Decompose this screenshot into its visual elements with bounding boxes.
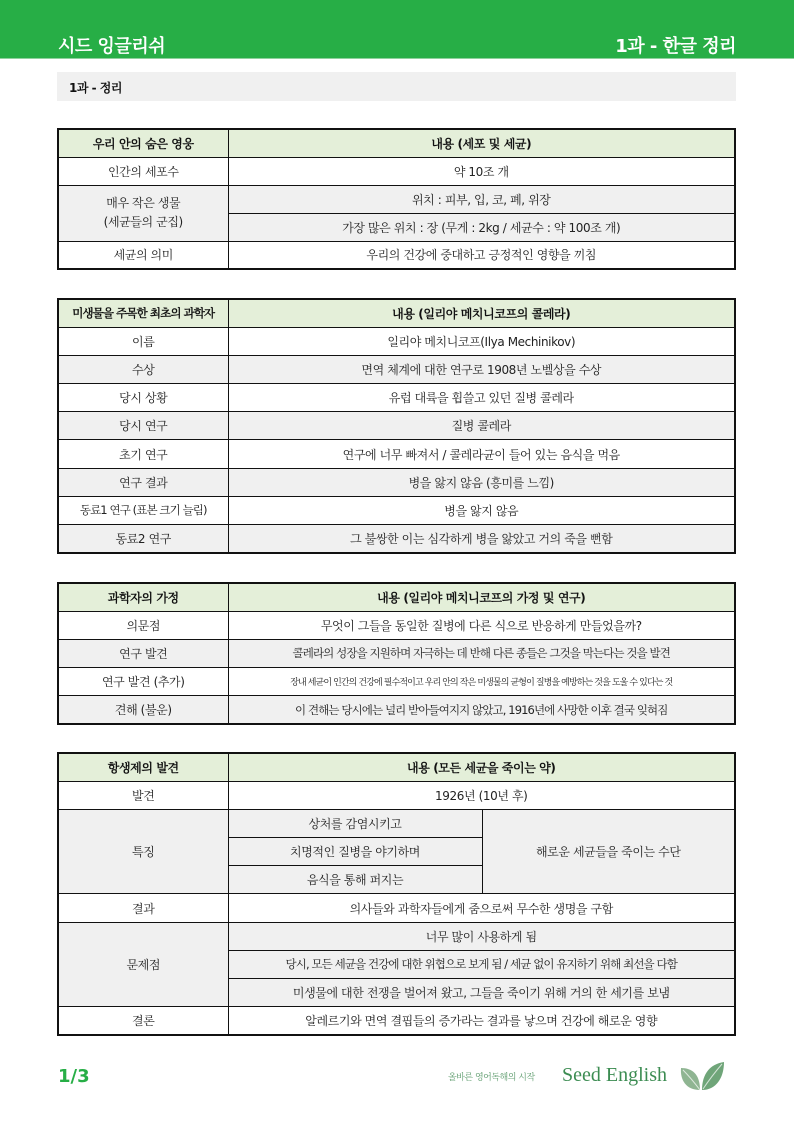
section-heading [57,72,736,101]
row-label: 연구 발견 (추가) [58,668,228,696]
header-cell: 내용 (모든 세균을 죽이는 약) [228,753,735,781]
row-label: 견해 (불운) [58,696,228,724]
row-label: 특징 [58,809,228,894]
feature-item: 상처를 감염시키고 [228,809,482,837]
lesson-title: 1과 - 한글 정리 [615,36,736,57]
header-cell: 내용 (일리야 메치니코프의 가정 및 연구) [228,583,735,611]
table-row [58,241,735,269]
row-label: 수상 [58,355,228,383]
header-cell: 내용 (일리야 메치니코프의 콜레라) [228,299,735,327]
row-value: 1926년 (10년 후) [228,781,735,809]
row-value: 병을 앓지 않음 (흥미를 느낌) [228,468,735,496]
row-label: 의문점 [58,611,228,639]
row-label: 이름 [58,327,228,355]
table-row [58,696,735,724]
row-label-line: 매우 작은 생물 [106,196,181,210]
row-value: 면역 체계에 대한 연구로 1908년 노벨상을 수상 [228,355,735,383]
brand-title: 시드 잉글리쉬 [58,36,166,57]
table-row [58,1007,735,1035]
row-value: 장내 세균이 인간의 건강에 필수적이고 우리 안의 작은 미생물의 균형이 질병을 예방하는 것을 도울 수 있다는 것 [228,668,735,696]
header-cell: 미생물을 주목한 최초의 과학자 [58,299,228,327]
row-label: 결론 [58,1007,228,1035]
row-label: 인간의 세포수 [58,157,228,185]
table-row [58,157,735,185]
table-row [58,384,735,412]
feature-item: 치명적인 질병을 야기하며 [228,838,482,866]
table-row [58,327,735,355]
row-label: 당시 연구 [58,412,228,440]
row-value: 약 10조 개 [228,157,735,185]
table-header-row [58,299,735,327]
table-scientist-hypothesis [57,582,736,725]
table-row [58,611,735,639]
feature-summary: 해로운 세균들을 죽이는 수단 [482,809,735,894]
header-cell: 우리 안의 숨은 영웅 [58,129,228,157]
row-label: 결과 [58,894,228,922]
logo-tagline: 올바른 영어독해의 시작 [448,1073,535,1083]
table-row [58,496,735,524]
row-value: 콜레라의 성장을 지원하며 자극하는 데 반해 다른 종들은 그것을 막는다는 것을 발견 [228,639,735,667]
row-label: 초기 연구 [58,440,228,468]
logo-text: Seed English [562,1064,667,1086]
row-label: 문제점 [58,922,228,1007]
table-row [58,355,735,383]
header-cell: 내용 (세포 및 세균) [228,129,735,157]
row-value: 의사들와 과학자들에게 줌으로써 무수한 생명을 구함 [228,894,735,922]
table-row [58,639,735,667]
row-value: 알레르기와 면역 결핍들의 증가라는 결과를 낳으며 건강에 해로운 영향 [228,1007,735,1035]
row-value: 연구에 너무 빠져서 / 콜레라균이 들어 있는 음식을 먹음 [228,440,735,468]
table-row [58,781,735,809]
row-value: 우리의 건강에 중대하고 긍정적인 영향을 끼침 [228,241,735,269]
table-row [58,894,735,922]
table-row [58,185,735,213]
row-label: 동료1 연구 (표본 크기 늘림) [58,496,228,524]
table-header-row [58,129,735,157]
table-row [58,525,735,553]
problem-item: 당시, 모든 세균을 건강에 대한 위협으로 보게 됨 / 세균 없이 유지하기 위해 최선을 다함 [228,950,735,978]
feature-item: 음식을 통해 퍼지는 [228,866,482,894]
row-label: 연구 결과 [58,468,228,496]
table-row [58,922,735,950]
section-title: 1과 - 정리 [69,81,122,95]
row-label [58,185,228,241]
table-hidden-heroes [57,128,736,270]
row-label: 동료2 연구 [58,525,228,553]
table-row [58,412,735,440]
row-label: 세균의 의미 [58,241,228,269]
table-row [58,668,735,696]
row-value: 일리야 메치니코프(Ilya Mechinikov) [228,327,735,355]
row-label-line: (세균들의 군집) [103,215,183,229]
table-header-row [58,583,735,611]
row-value: 그 불쌍한 이는 심각하게 병을 앓았고 거의 죽을 뻔함 [228,525,735,553]
table-row [58,468,735,496]
row-value: 위치 : 피부, 입, 코, 폐, 위장 [228,185,735,213]
row-value: 무엇이 그들을 동일한 질병에 다른 식으로 반응하게 만들었을까? [228,611,735,639]
header-cell: 항생제의 발견 [58,753,228,781]
page-number: 1/3 [58,1066,90,1087]
row-value: 이 견해는 당시에는 널리 받아들여지지 않았고, 1916년에 사망한 이후 결국 잊혀짐 [228,696,735,724]
row-label: 당시 상황 [58,384,228,412]
problem-item: 미생물에 대한 전쟁을 벌어져 왔고, 그들을 죽이기 위해 거의 한 세기를 보냄 [228,979,735,1007]
row-label: 발견 [58,781,228,809]
row-value: 질병 콜레라 [228,412,735,440]
table-row [58,440,735,468]
header-cell: 과학자의 가정 [58,583,228,611]
problem-item: 너무 많이 사용하게 됨 [228,922,735,950]
footer-logo [448,1058,733,1092]
table-antibiotics [57,752,736,1036]
row-value: 병을 앓지 않음 [228,496,735,524]
leaf-icon [678,1060,726,1092]
row-value: 유럽 대륙을 휩쓸고 있던 질병 콜레라 [228,384,735,412]
row-value: 가장 많은 위치 : 장 (무게 : 2kg / 세균수 : 약 100조 개) [228,213,735,241]
table-row [58,809,735,837]
header-bar [0,0,794,59]
table-first-scientist [57,298,736,554]
table-header-row [58,753,735,781]
row-label: 연구 발견 [58,639,228,667]
